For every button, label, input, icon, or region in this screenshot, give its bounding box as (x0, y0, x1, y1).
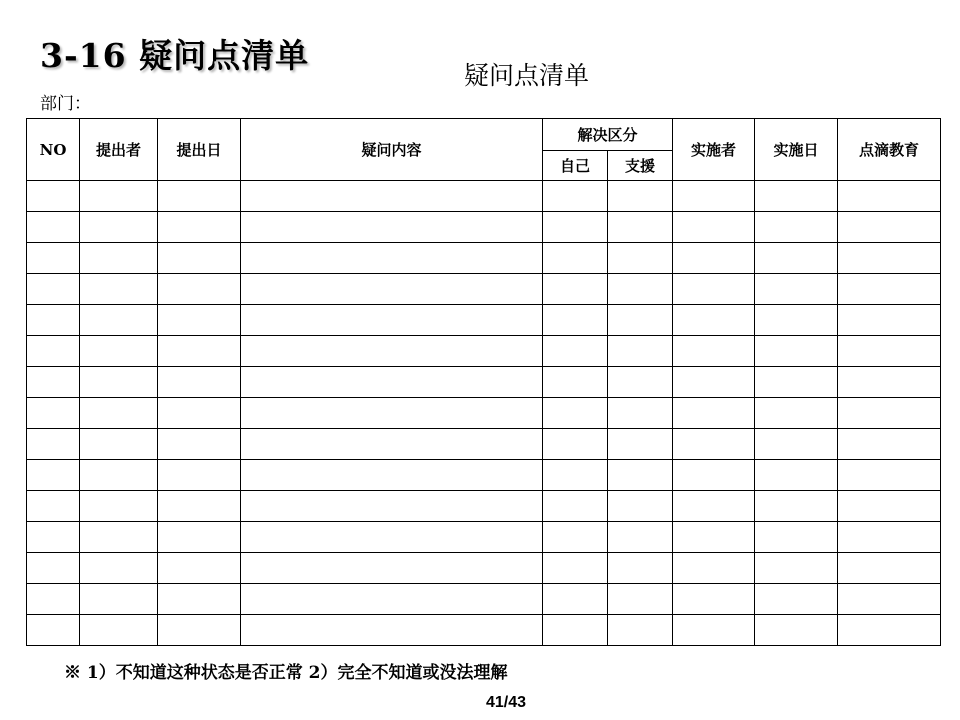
cell-implementer (673, 305, 755, 336)
form-title: 疑问点清单 (464, 61, 590, 90)
cell-implementer (673, 398, 755, 429)
cell-implementer (673, 367, 755, 398)
cell-proposal-date (158, 336, 241, 367)
table-row (27, 243, 941, 274)
cell-proposer (80, 615, 158, 646)
cell-implementation-date (755, 305, 838, 336)
cell-support (608, 615, 673, 646)
cell-self (543, 615, 608, 646)
cell-one-point-lesson (838, 491, 941, 522)
cell-proposal-date (158, 615, 241, 646)
cell-one-point-lesson (838, 522, 941, 553)
cell-self (543, 336, 608, 367)
cell-support (608, 429, 673, 460)
cell-question-content (241, 181, 543, 212)
cell-one-point-lesson (838, 212, 941, 243)
cell-one-point-lesson (838, 615, 941, 646)
cell-no (27, 460, 80, 491)
cell-no (27, 274, 80, 305)
table-row (27, 553, 941, 584)
cell-one-point-lesson (838, 398, 941, 429)
cell-support (608, 398, 673, 429)
cell-proposer (80, 243, 158, 274)
cell-one-point-lesson (838, 181, 941, 212)
cell-self (543, 305, 608, 336)
cell-no (27, 553, 80, 584)
cell-proposer (80, 398, 158, 429)
cell-proposal-date (158, 305, 241, 336)
cell-one-point-lesson (838, 243, 941, 274)
cell-self (543, 584, 608, 615)
cell-question-content (241, 398, 543, 429)
header-self: 自己 (543, 151, 608, 181)
table-row (27, 460, 941, 491)
question-list-table (26, 118, 941, 646)
table-row (27, 305, 941, 336)
cell-implementer (673, 584, 755, 615)
cell-proposal-date (158, 491, 241, 522)
cell-support (608, 212, 673, 243)
cell-implementer (673, 181, 755, 212)
cell-question-content (241, 429, 543, 460)
page-number: 41/43 (485, 694, 527, 711)
cell-no (27, 305, 80, 336)
cell-support (608, 181, 673, 212)
cell-no (27, 367, 80, 398)
cell-implementer (673, 522, 755, 553)
cell-proposer (80, 305, 158, 336)
cell-question-content (241, 491, 543, 522)
cell-one-point-lesson (838, 367, 941, 398)
cell-proposer (80, 584, 158, 615)
cell-proposer (80, 429, 158, 460)
table-row (27, 491, 941, 522)
cell-question-content (241, 615, 543, 646)
cell-question-content (241, 305, 543, 336)
cell-proposal-date (158, 212, 241, 243)
cell-no (27, 491, 80, 522)
cell-one-point-lesson (838, 584, 941, 615)
cell-implementation-date (755, 212, 838, 243)
header-implementer: 实施者 (673, 119, 755, 181)
cell-support (608, 336, 673, 367)
cell-proposal-date (158, 553, 241, 584)
cell-question-content (241, 522, 543, 553)
cell-proposer (80, 274, 158, 305)
cell-implementer (673, 491, 755, 522)
cell-question-content (241, 367, 543, 398)
cell-proposal-date (158, 429, 241, 460)
cell-implementer (673, 243, 755, 274)
footnote: ※ 1）不知道这种状态是否正常 2）完全不知道或没法理解 (64, 663, 508, 683)
cell-no (27, 243, 80, 274)
cell-one-point-lesson (838, 429, 941, 460)
cell-implementation-date (755, 398, 838, 429)
cell-support (608, 522, 673, 553)
cell-support (608, 305, 673, 336)
header-proposer: 提出者 (80, 119, 158, 181)
cell-proposal-date (158, 367, 241, 398)
cell-self (543, 274, 608, 305)
cell-proposer (80, 336, 158, 367)
table-row (27, 212, 941, 243)
cell-proposer (80, 460, 158, 491)
cell-one-point-lesson (838, 274, 941, 305)
cell-no (27, 429, 80, 460)
header-support: 支援 (608, 151, 673, 181)
cell-self (543, 181, 608, 212)
cell-implementation-date (755, 336, 838, 367)
cell-one-point-lesson (838, 305, 941, 336)
cell-implementation-date (755, 274, 838, 305)
cell-self (543, 429, 608, 460)
cell-proposer (80, 553, 158, 584)
cell-proposer (80, 367, 158, 398)
cell-one-point-lesson (838, 460, 941, 491)
cell-proposer (80, 212, 158, 243)
cell-question-content (241, 243, 543, 274)
cell-one-point-lesson (838, 336, 941, 367)
cell-self (543, 522, 608, 553)
cell-implementer (673, 212, 755, 243)
cell-no (27, 336, 80, 367)
cell-implementer (673, 336, 755, 367)
table-row (27, 522, 941, 553)
cell-implementation-date (755, 429, 838, 460)
cell-implementation-date (755, 584, 838, 615)
cell-implementation-date (755, 553, 838, 584)
cell-implementation-date (755, 522, 838, 553)
cell-support (608, 460, 673, 491)
cell-proposal-date (158, 274, 241, 305)
cell-self (543, 367, 608, 398)
cell-support (608, 274, 673, 305)
cell-self (543, 553, 608, 584)
header-implementation-date: 实施日 (755, 119, 838, 181)
cell-no (27, 584, 80, 615)
cell-implementation-date (755, 615, 838, 646)
table-row (27, 181, 941, 212)
table-row (27, 274, 941, 305)
header-resolution-category: 解决区分 (543, 119, 673, 151)
cell-support (608, 584, 673, 615)
cell-proposal-date (158, 522, 241, 553)
cell-self (543, 212, 608, 243)
cell-support (608, 367, 673, 398)
cell-proposal-date (158, 243, 241, 274)
header-question-content: 疑问内容 (241, 119, 543, 181)
cell-no (27, 181, 80, 212)
table-row (27, 398, 941, 429)
cell-question-content (241, 460, 543, 491)
table-row (27, 615, 941, 646)
cell-self (543, 491, 608, 522)
cell-implementation-date (755, 243, 838, 274)
cell-no (27, 522, 80, 553)
cell-implementer (673, 553, 755, 584)
cell-implementer (673, 274, 755, 305)
cell-proposer (80, 522, 158, 553)
cell-implementation-date (755, 181, 838, 212)
cell-implementation-date (755, 460, 838, 491)
cell-implementer (673, 615, 755, 646)
cell-question-content (241, 212, 543, 243)
header-one-point-lesson: 点滴教育 (838, 119, 941, 181)
department-label: 部门： (40, 94, 91, 114)
table-body (27, 181, 941, 646)
cell-implementer (673, 460, 755, 491)
cell-proposal-date (158, 460, 241, 491)
table-row (27, 584, 941, 615)
cell-support (608, 491, 673, 522)
cell-no (27, 615, 80, 646)
cell-self (543, 243, 608, 274)
cell-proposal-date (158, 181, 241, 212)
table-row (27, 367, 941, 398)
header-proposal-date: 提出日 (158, 119, 241, 181)
cell-no (27, 212, 80, 243)
cell-proposal-date (158, 584, 241, 615)
cell-question-content (241, 274, 543, 305)
cell-proposer (80, 181, 158, 212)
cell-self (543, 460, 608, 491)
cell-support (608, 243, 673, 274)
cell-question-content (241, 336, 543, 367)
cell-implementation-date (755, 367, 838, 398)
cell-self (543, 398, 608, 429)
slide-title: 3-16 疑问点清单 (40, 36, 310, 75)
table-row (27, 429, 941, 460)
cell-proposer (80, 491, 158, 522)
cell-one-point-lesson (838, 553, 941, 584)
cell-implementer (673, 429, 755, 460)
cell-proposal-date (158, 398, 241, 429)
cell-no (27, 398, 80, 429)
cell-implementation-date (755, 491, 838, 522)
cell-question-content (241, 553, 543, 584)
cell-support (608, 553, 673, 584)
table-row (27, 336, 941, 367)
header-no: NO (27, 119, 80, 181)
cell-question-content (241, 584, 543, 615)
